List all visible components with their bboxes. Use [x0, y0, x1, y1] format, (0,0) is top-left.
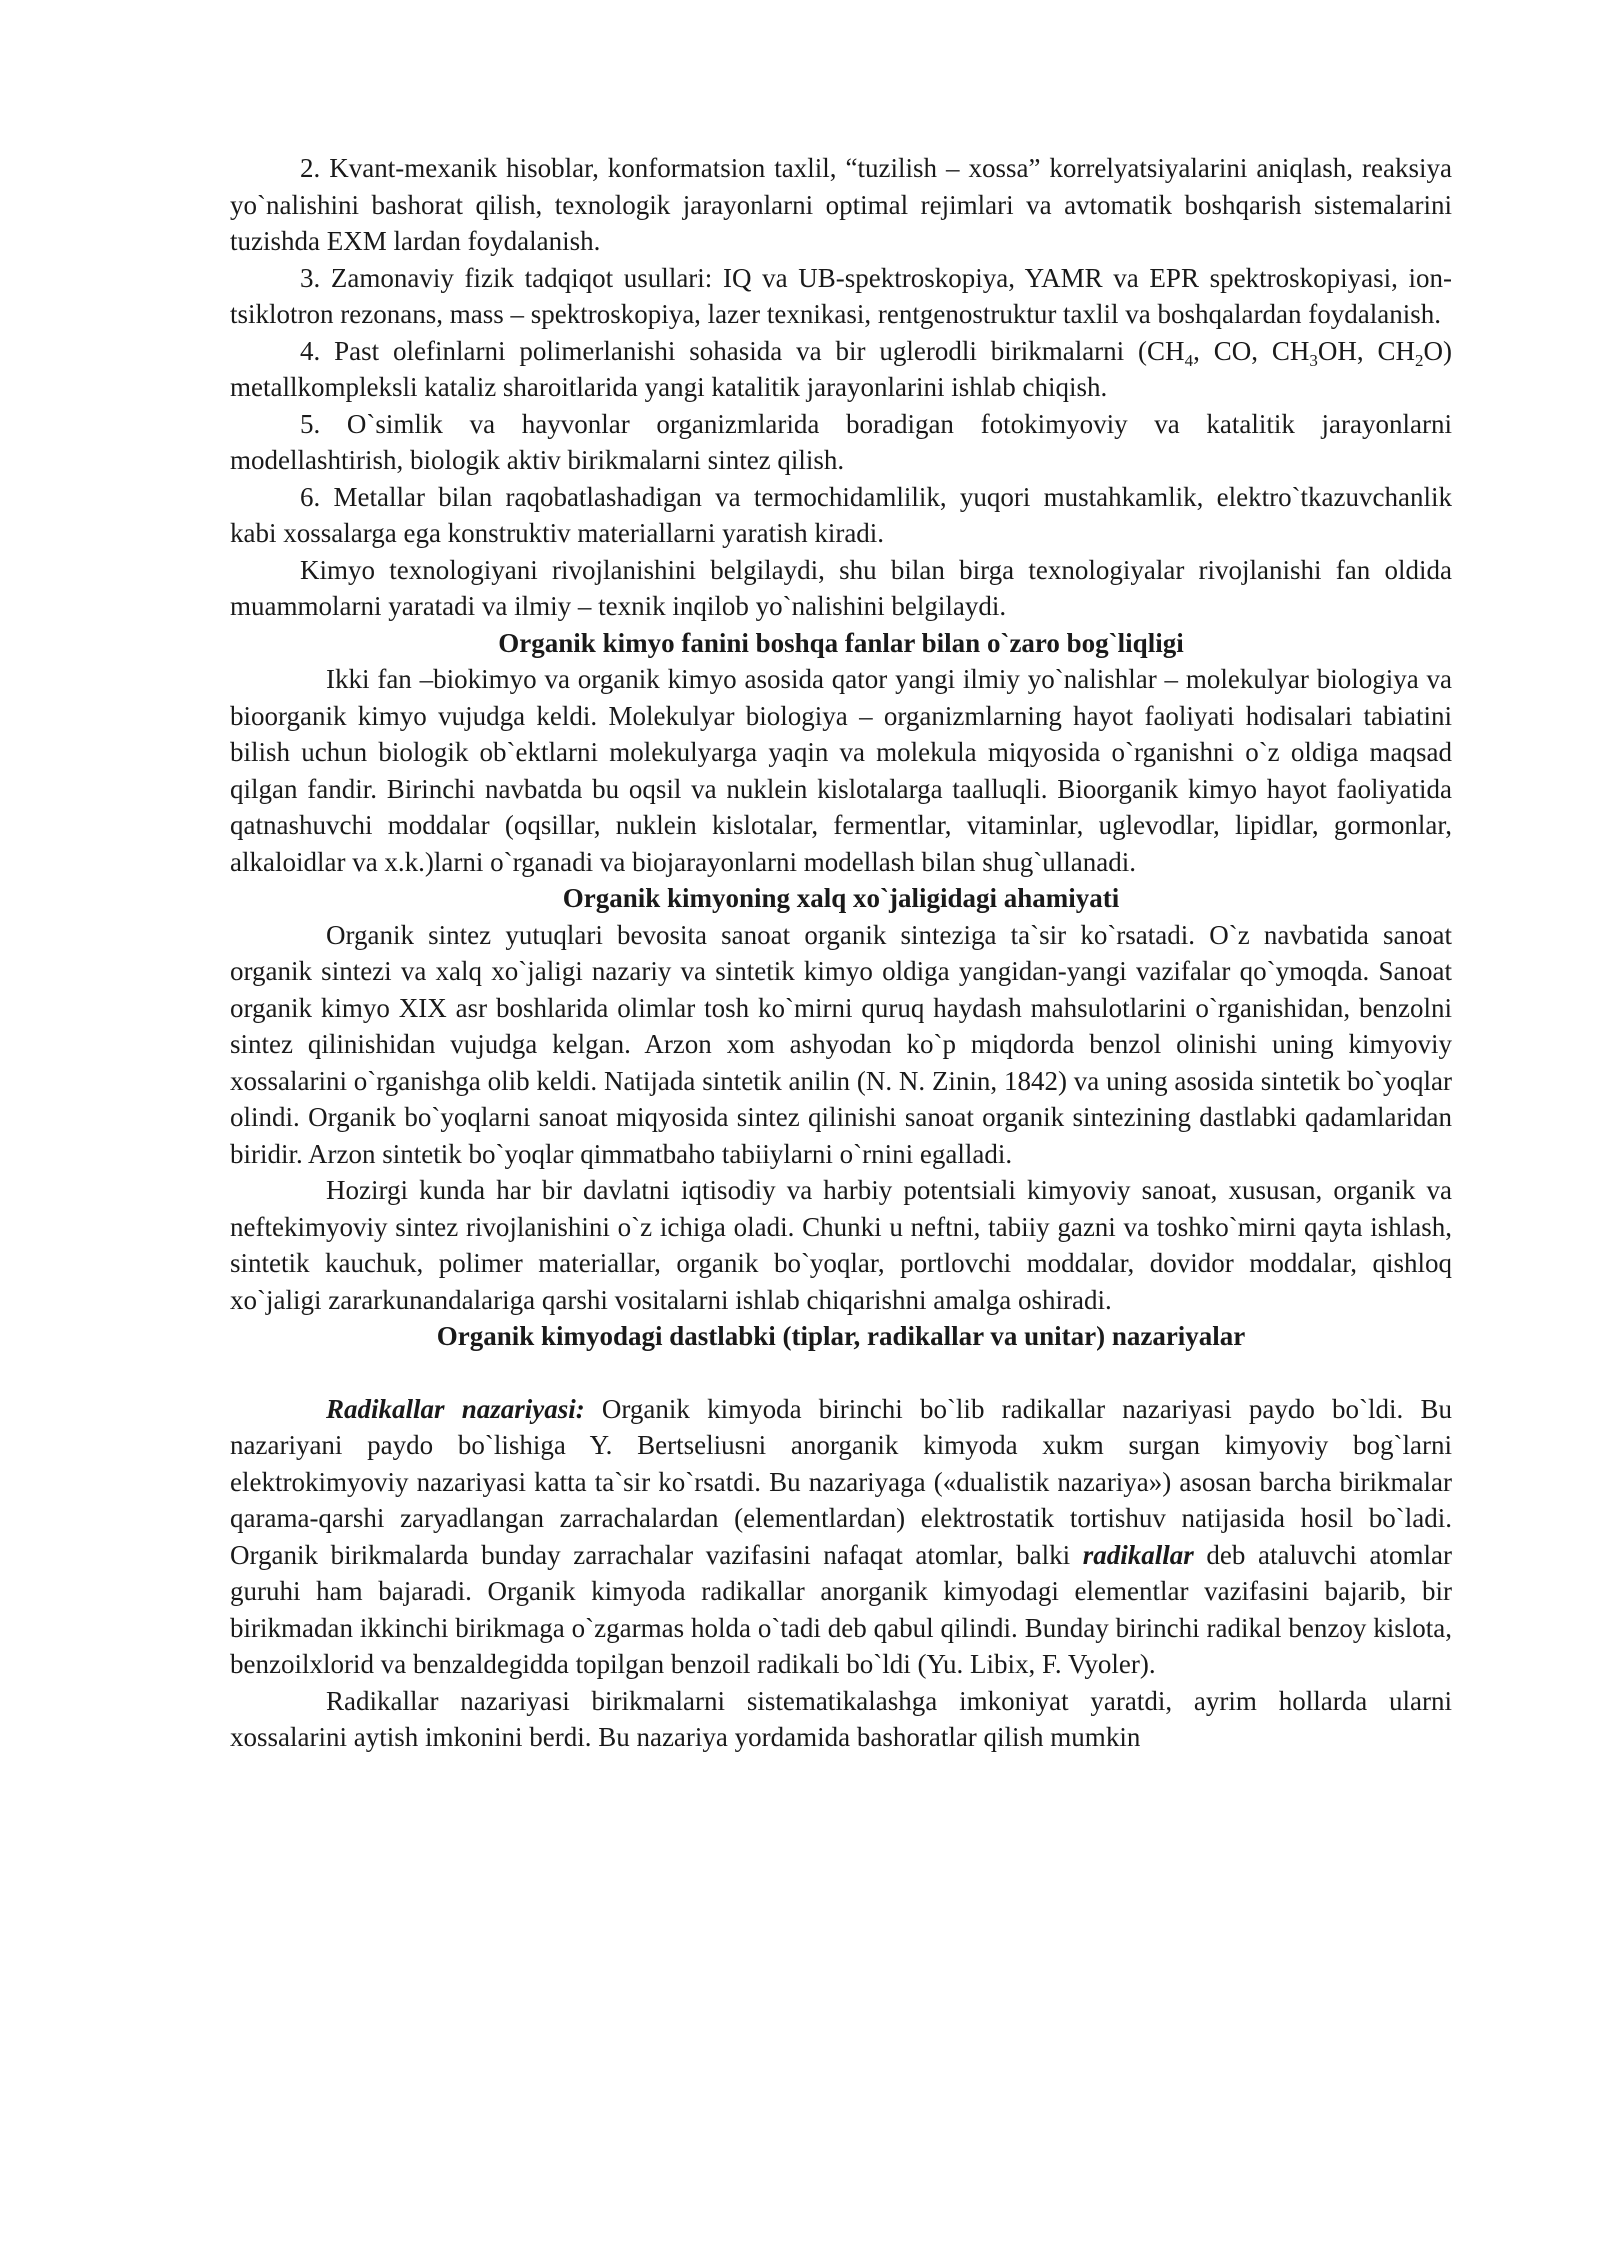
subscript-3: 3	[1309, 350, 1318, 370]
paragraph-technology: Kimyo texnologiyani rivojlanishini belgilaydi, shu bilan birga texnologiyalar rivojlanishi fan oldida muammolarni yaratadi va ilmiy – texnik inqilob yo`nalishini belgilaydi.	[230, 554, 1452, 621]
section-heading-economy: Organik kimyoning xalq xo`jaligidagi ahamiyati	[562, 883, 1120, 913]
radical-theory-text-a: Organik kimyoda birinchi bo`lib radikallar nazariyasi paydo bo`ldi. Bu nazariyani paydo bo`lishiga Y. Bertseliusni anorganik kimyoda xukm surgan kimyoviy bog`larni elektrokimyoviy nazariyasi katta ta`sir ko`rsatdi. Bu nazariyaga («dualistik nazariya») asosan barcha birikmalar qarama-qarshi zaryadlangan zarrachalardan (elementlardan) elektrostatik tortishuv natijasida hosil bo`ladi. Organik birikmalarda bunday zarrachalar vazifasini nafaqat atomlar, balki	[230, 1393, 1452, 1570]
paragraph-item-3: 3. Zamonaviy fizik tadqiqot usullari: IQ va UB-spektroskopiya, YAMR va EPR spektroskopiyasi, ion-tsiklotron rezonans, mass – spektroskopiya, lazer texnikasi, rentgenostruktur taxlil va boshqalardan foydalanish.	[230, 262, 1452, 329]
paragraph-radical-theory-continued: Radikallar nazariyasi birikmalarni sistematikalashga imkoniyat yaratdi, ayrim hollarda ularni xossalarini aytish imkonini berdi. Bu nazariya yordamida bashoratlar qilish mumkin	[230, 1685, 1452, 1752]
section-heading-theories: Organik kimyodagi dastlabki (tiplar, radikallar va unitar) nazariyalar	[436, 1321, 1246, 1351]
paragraph-molecular-biology: Ikki fan –biokimyo va organik kimyo asosida qator yangi ilmiy yo`nalishlar – molekulyar biologiya va bioorganik kimyo vujudga keldi. Molekulyar biologiya – organizmlarning hayot faoliyati hodisalari tabiatini bilish uchun biologik ob`ektlarni molekulyarga yaqin va molekula miqyosida o`rganishni o`z oldiga maqsad qilgan fandir. Birinchi navbatda bu oqsil va nuklein kislotalarga taalluqli. Bioorganik kimyo hayot faoliyatida qatnashuvchi moddalar (oqsillar, nuklein kislotalar, fermentlar, vitaminlar, uglevodlar, lipidlar, gormonlar, alkaloidlar va x.k.)larni o`rganadi va biojarayonlarni modellash bilan shug`ullanadi.	[230, 664, 1452, 877]
paragraph-item-5: 5. O`simlik va hayvonlar organizmlarida boradigan fotokimyoviy va katalitik jarayonlarni modellashtirish, biologik aktiv birikmalarni sintez qilish.	[230, 408, 1452, 475]
blank-line	[230, 1355, 1452, 1391]
radicals-term: radikallar	[1082, 1539, 1194, 1570]
paragraph-item-6: 6. Metallar bilan raqobatlashadigan va termochidamlilik, yuqori mustahkamlik, elektro`tkazuvchanlik kabi xossalarga ega konstruktiv materiallarni yaratish kiradi.	[230, 481, 1452, 548]
paragraph-item-4	[230, 333, 1452, 406]
radical-theory-lead: Radikallar nazariyasi:	[326, 1393, 585, 1424]
paragraph-organic-synthesis: Organik sintez yutuqlari bevosita sanoat organik sinteziga ta`sir ko`rsatadi. O`z navbatida sanoat organik sintezi va xalq xo`jaligi nazariy va sintetik kimyo oldiga yangidan-yangi vazifalar qo`ymoqda. Sanoat organik kimyo XIX asr boshlarida olimlar tosh ko`mirni quruq haydash mahsulotlarini o`rganishidan, benzolni sintez qilinishidan vujudga kelgan. Arzon xom ashyodan ko`p miqdorda benzol olinishi uning kimyoviy xossalarini o`rganishga olib keldi. Natijada sintetik anilin (N. N. Zinin, 1842) va uning asosida sintetik bo`yoqlar olindi. Organik bo`yoqlarni sanoat miqyosida sintez qilinishi sanoat organik sintezining dastlabki qadamlaridan biridir. Arzon sintetik bo`yoqlar qimmatbaho tabiiylarni o`rnini egalladi.	[230, 919, 1452, 1169]
paragraph-item-4-text-d: O) metallkompleksli kataliz sharoitlarida yangi katalitik jarayonlarini ishlab chiqish.	[230, 335, 1452, 402]
subscript-2: 2	[1415, 350, 1424, 370]
paragraph-item-4-text-a: 4. Past olefinlarni polimerlanishi sohasida va bir uglerodli birikmalarni (CH	[300, 335, 1185, 366]
paragraph-item-4-text-c: OH, CH	[1317, 335, 1415, 366]
paragraph-item-4-text-b: , CO, CH	[1193, 335, 1310, 366]
paragraph-item-2: 2. Kvant-mexanik hisoblar, konformatsion taxlil, “tuzilish – xossa” korrelyatsiyalarini aniqlash, reaksiya yo`nalishini bashorat qilish, texnologik jarayonlarni optimal rejimlari va avtomatik boshqarish sistemalarini tuzishda EXM lardan foydalanish.	[230, 153, 1452, 256]
document-page	[230, 150, 1452, 1756]
radical-theory-text-b: deb ataluvchi atomlar guruhi ham bajaradi. Organik kimyoda radikallar anorganik kimyodagi elementlar vazifasini bajarib, bir birikmadan ikkinchi birikmaga o`zgarmas holda o`tadi deb qabul qilindi. Bunday birinchi radikal benzoy kislota, benzoilxlorid va benzaldegidda topilgan benzoil radikali bo`ldi (Yu. Libix, F. Vyoler).	[230, 1539, 1452, 1679]
section-heading-interdisciplinary: Organik kimyo fanini boshqa fanlar bilan o`zaro bog`liqligi	[498, 627, 1184, 658]
paragraph-industry: Hozirgi kunda har bir davlatni iqtisodiy va harbiy potentsiali kimyoviy sanoat, xususan, organik va neftekimyoviy sintez rivojlanishini o`z ichiga oladi. Chunki u neftni, tabiiy gazni va toshko`mirni qayta ishlash, sintetik kauchuk, polimer materiallar, organik bo`yoqlar, portlovchi moddalar, dovidor moddalar, qishloq xo`jaligi zararkunandalariga qarshi vositalarni ishlab chiqarishni amalga oshiradi.	[230, 1175, 1452, 1315]
paragraph-radical-theory	[230, 1391, 1452, 1683]
subscript-4: 4	[1184, 350, 1194, 370]
